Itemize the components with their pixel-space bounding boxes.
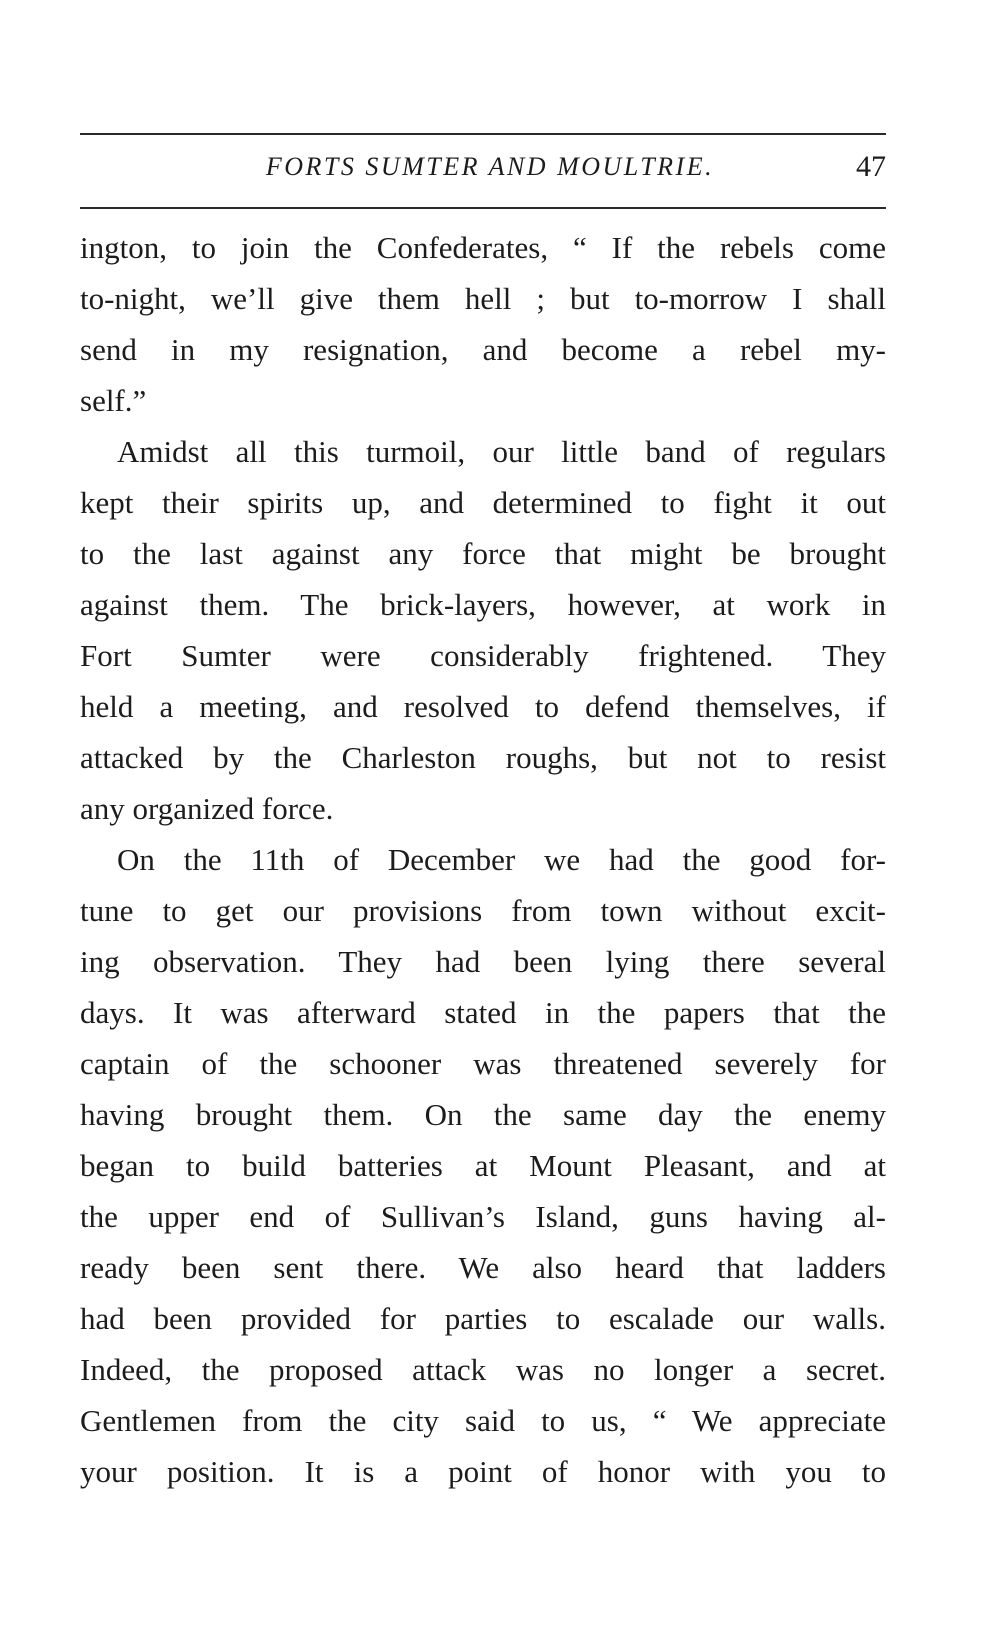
text-line: Fort Sumter were considerably frightened. They xyxy=(80,638,886,673)
page-number: 47 xyxy=(856,150,886,183)
text-line: captain of the schooner was threatened severely for xyxy=(80,1046,886,1081)
text-line: against them. The brick-layers, however, at work in xyxy=(80,587,886,622)
text-line: Gentlemen from the city said to us, “ We appreciate xyxy=(80,1403,886,1438)
text-line: having brought them. On the same day the enemy xyxy=(80,1097,886,1132)
text-line: began to build batteries at Mount Pleasant, and at xyxy=(80,1148,886,1183)
header-rule-top xyxy=(80,133,886,135)
text-line: held a meeting, and resolved to defend themselves, if xyxy=(80,689,886,724)
text-line: self.” xyxy=(80,383,147,418)
text-line: attacked by the Charleston roughs, but not to resist xyxy=(80,740,886,775)
text-line: Indeed, the proposed attack was no longer a secret. xyxy=(80,1352,886,1387)
text-line: Amidst all this turmoil, our little band of regulars xyxy=(117,434,886,469)
text-line: had been provided for parties to escalade our walls. xyxy=(80,1301,886,1336)
text-line: days. It was afterward stated in the papers that the xyxy=(80,995,886,1030)
text-line: tune to get our provisions from town without excit- xyxy=(80,893,886,928)
text-line: ing observation. They had been lying there several xyxy=(80,944,886,979)
text-line: On the 11th of December we had the good for- xyxy=(117,842,886,877)
body-text xyxy=(80,222,886,1497)
text-line: kept their spirits up, and determined to fight it out xyxy=(80,485,886,520)
text-line: ready been sent there. We also heard that ladders xyxy=(80,1250,886,1285)
text-line: ington, to join the Confederates, “ If the rebels come xyxy=(80,230,886,265)
text-line: to-night, we’ll give them hell ; but to-morrow I shall xyxy=(80,281,886,316)
text-line: send in my resignation, and become a rebel my- xyxy=(80,332,886,367)
text-line: the upper end of Sullivan’s Island, guns having al- xyxy=(80,1199,886,1234)
text-line: your position. It is a point of honor with you to xyxy=(80,1454,886,1489)
running-title: FORTS SUMTER AND MOULTRIE. xyxy=(265,152,715,181)
header-rule-bottom xyxy=(80,207,886,209)
text-line: to the last against any force that might be brought xyxy=(80,536,886,571)
text-line: any organized force. xyxy=(80,791,334,826)
running-head xyxy=(80,150,886,190)
